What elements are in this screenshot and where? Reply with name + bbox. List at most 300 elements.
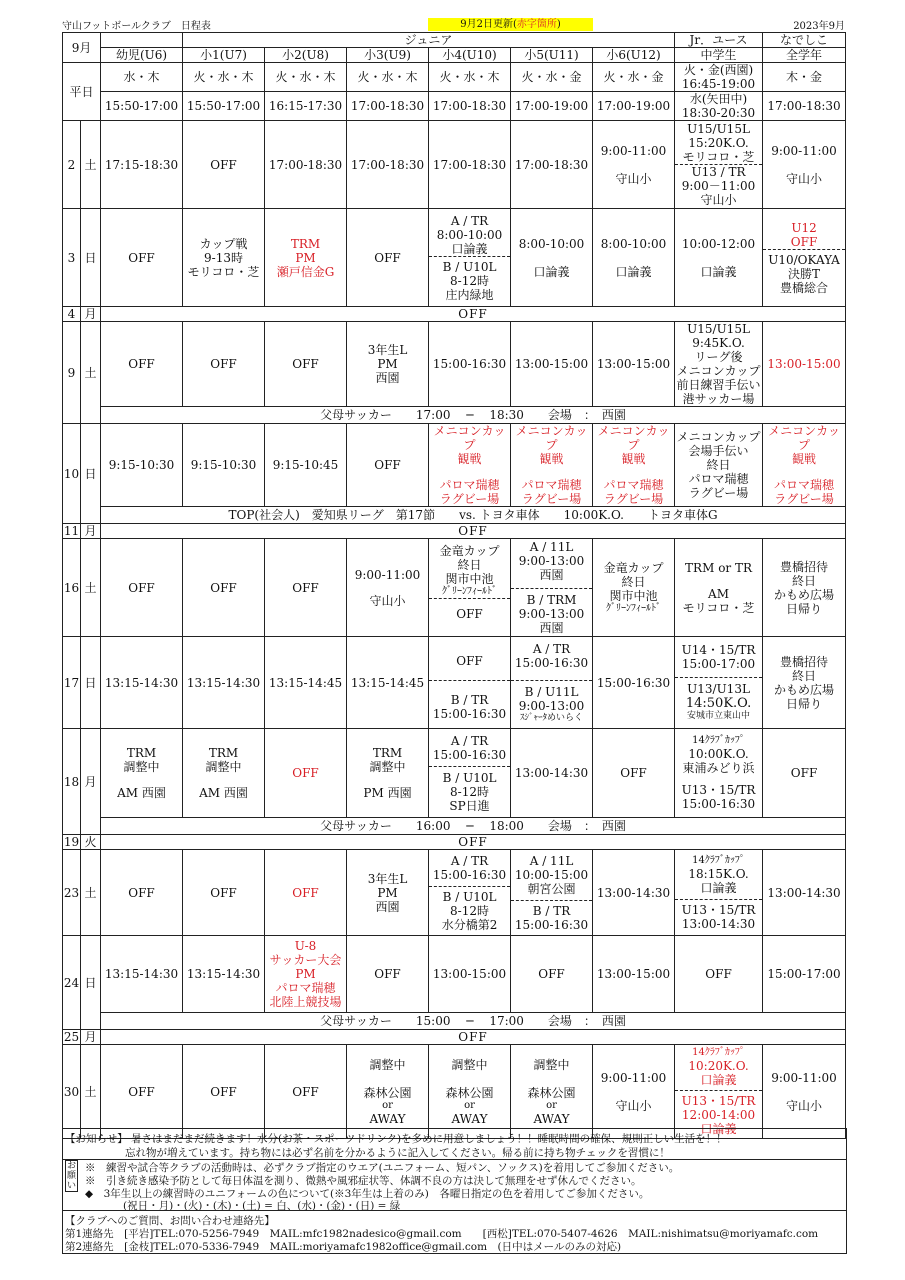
- parents-soccer-24: 父母サッカー 15:00 ─ 17:00 会場 ： 西園: [101, 1013, 846, 1030]
- cell-23-u9-1: 3年生L: [367, 871, 408, 886]
- dow-9: 土: [81, 322, 101, 424]
- off-11: OFF: [101, 524, 846, 539]
- col-u11: 小5(U11): [511, 48, 593, 63]
- notice-box: [62, 1128, 847, 1160]
- cell-23-jy-1: 14ｸﾗﾌﾞｶｯﾌﾟ: [692, 854, 745, 866]
- cell-10-nd-3: パロマ瑞穂: [774, 478, 835, 492]
- cell-10-u12-4: ラグビー場: [603, 492, 664, 506]
- cell-3-u12: [593, 209, 675, 307]
- cell-10-nd-4: ラグビー場: [774, 492, 834, 506]
- cell-18-u7-2: 調整中: [205, 760, 242, 774]
- dow-25: 月: [81, 1030, 101, 1045]
- date-18: 18: [63, 729, 81, 835]
- cell-3-u11-2: 口論義: [533, 264, 570, 279]
- cell-10-u6: 9:15-10:30: [101, 424, 183, 507]
- dow-4: 月: [81, 307, 101, 322]
- cell-23-u11-5: 15:00-16:30: [514, 917, 589, 932]
- weekday-label: 平日: [63, 63, 101, 121]
- date-16: 16: [63, 539, 81, 637]
- cell-10-u10-2: 観戦: [457, 452, 482, 466]
- cell-16-u12-2: 終日: [621, 574, 646, 589]
- date-9: 9: [63, 322, 81, 424]
- cell-10-u10-4: ラグビー場: [439, 492, 500, 506]
- year-month: 2023年9月: [793, 21, 845, 32]
- cell-10-u11-2: 観戦: [539, 452, 564, 466]
- col-u6: 幼児(U6): [101, 48, 183, 63]
- cell-18-u10-1: A / TR: [450, 733, 489, 748]
- cell-10-u11-3: パロマ瑞穂: [521, 478, 582, 492]
- contact-title: 【クラブへのご質問、お問い合わせ連絡先】: [65, 1215, 275, 1227]
- cell-3-nd-3: U10/OKAYA: [763, 249, 845, 267]
- cell-18-u7: [183, 729, 265, 818]
- cell-9-jy: [675, 322, 763, 407]
- cell-30-nd-1: 9:00-11:00: [771, 1070, 837, 1085]
- cell-18-jy-5: 15:00-16:30: [681, 797, 756, 811]
- cell-23-u10-5: 水分橋第2: [441, 917, 498, 932]
- cell-16-u10-3: 関市中池: [445, 572, 494, 586]
- cell-3-u9: OFF: [347, 209, 429, 307]
- date-30: 30: [63, 1045, 81, 1139]
- cell-18-jy-4: U13・15/TR: [681, 783, 756, 797]
- cell-9-jy-3: リーグ後: [694, 350, 743, 364]
- cell-3-u10-2: 8:00-10:00: [436, 227, 503, 242]
- cell-17-jy-1: U14・15/TR: [681, 643, 756, 657]
- request-line-1: ※ 練習や試合等クラブの活動時は、必ずクラブ指定のウエア(ユニフォーム、短パン、ソックス)を着用してご参加ください。: [85, 1162, 680, 1174]
- cell-30-u12: [593, 1045, 675, 1139]
- cell-23-jy-3: 口論義: [700, 880, 737, 895]
- col-u12: 小6(U12): [593, 48, 675, 63]
- cell-3-u7-3: モリコロ・芝: [187, 264, 260, 279]
- cell-18-u10-5: SP日進: [449, 798, 490, 813]
- cell-9-u9-3: 西園: [375, 371, 400, 385]
- cell-3-u7: [183, 209, 265, 307]
- cell-24-u8: [265, 936, 347, 1013]
- wd-jy: [675, 63, 763, 121]
- date-4: 4: [63, 307, 81, 322]
- cell-9-u6: OFF: [101, 322, 183, 407]
- date-25: 25: [63, 1030, 80, 1044]
- cell-23-u11-2: 10:00-15:00: [514, 867, 589, 882]
- dow-11: 月: [81, 524, 101, 539]
- cell-10-u12-1: メニコンカップ: [597, 424, 670, 452]
- cell-10-jy-4: パロマ瑞穂: [688, 472, 749, 486]
- cell-2-jy-5: 9:00－11:00: [681, 179, 756, 193]
- cell-23-u10-2: 15:00-16:30: [432, 867, 507, 882]
- cell-30-u10-2: 森林公園: [445, 1085, 494, 1100]
- col-u9: 小3(U9): [347, 48, 429, 63]
- cell-16-nd-2: 終日: [792, 573, 817, 588]
- cell-16-u9-1: 9:00-11:00: [354, 567, 421, 582]
- cell-2-jy-4: U13 / TR: [675, 164, 762, 179]
- dow-17: 日: [81, 637, 101, 729]
- wd-u8: 火・水・木: [265, 63, 347, 92]
- cell-16-u9-2: 守山小: [369, 593, 406, 608]
- cell-2-jy-3: モリコロ・芝: [682, 150, 755, 164]
- cell-16-u8: OFF: [265, 539, 347, 637]
- cell-23-u9-2: PM: [377, 885, 398, 900]
- cell-10-u11-4: ラグビー場: [521, 492, 582, 506]
- parents-soccer-9: 父母サッカー 17:00 ─ 18:30 会場 ： 西園: [101, 407, 846, 424]
- cell-16-u11-6: 西園: [539, 621, 564, 635]
- cell-23-u11-4: B / TR: [511, 900, 592, 918]
- cell-17-jy-3: U13/U13L: [675, 677, 762, 696]
- wd-nd: 木・金: [763, 63, 846, 92]
- cell-18-u10-2: 15:00-16:30: [432, 747, 507, 762]
- cell-2-u6: 17:15-18:30: [101, 121, 183, 209]
- cell-17-u6: 13:15-14:30: [101, 637, 183, 729]
- cell-9-u10: 15:00-16:30: [429, 322, 511, 407]
- cell-30-u11-4: AWAY: [533, 1111, 570, 1126]
- cell-30-jy-5: 12:00-14:00: [681, 1108, 756, 1122]
- cell-18-nd: OFF: [763, 729, 846, 818]
- wd-u12: 火・水・金: [593, 63, 675, 92]
- cell-30-u8: OFF: [265, 1045, 347, 1139]
- cell-2-jy: [675, 121, 763, 209]
- cell-24-u9: OFF: [347, 936, 429, 1013]
- wt-u8: 16:15-17:30: [265, 92, 347, 121]
- jy-time2: 18:30-20:30: [681, 106, 756, 120]
- cell-30-jy-1: 14ｸﾗﾌﾞｶｯﾌﾟ: [692, 1047, 745, 1058]
- cell-23-u6: OFF: [101, 850, 183, 936]
- wd-u9: 火・水・木: [347, 63, 429, 92]
- cell-16-u11-4: B / TRM: [511, 588, 592, 607]
- jy-time1: 16:45-19:00: [681, 77, 756, 91]
- schedule-table: [62, 32, 846, 1139]
- cell-17-jy-2: 15:00-17:00: [681, 657, 756, 671]
- cell-30-u12-2: 守山小: [615, 1098, 652, 1113]
- cell-23-u10-1: A / TR: [450, 853, 489, 868]
- wt-u11: 17:00-19:00: [511, 92, 593, 121]
- contact-line-1: 第1連絡先 [平岩]TEL:070-5256-7949 MAIL:mfc1982nadesico@gmail.com [西松]TEL:070-5407-4626 MAIL:nishimatsu@moriyamafc.com: [65, 1228, 819, 1240]
- request-box: [62, 1158, 847, 1211]
- cell-16-u12-3: 関市中池: [609, 588, 658, 603]
- cell-30-u9-1: 調整中: [369, 1057, 406, 1072]
- cell-17-u11-1: A / TR: [532, 641, 571, 656]
- cell-16-nd-1: 豊橋招待: [780, 559, 829, 574]
- cell-18-u9-2: 調整中: [369, 760, 406, 774]
- cell-17-u8: 13:15-14:45: [265, 637, 347, 729]
- junior-label: ジュニア: [183, 33, 675, 48]
- cell-17-u10-1: OFF: [456, 654, 483, 668]
- cell-23-nd: 13:00-14:30: [763, 850, 846, 936]
- cell-17-nd-2: 終日: [792, 668, 817, 683]
- cell-17-nd-4: 日帰り: [786, 696, 823, 711]
- wt-nd: 17:00-18:30: [763, 92, 846, 121]
- cell-23-u8: OFF: [265, 850, 347, 936]
- cell-10-u10-3: パロマ瑞穂: [439, 478, 500, 492]
- cell-10-u9: OFF: [347, 424, 429, 507]
- jy-day2: 水(矢田中): [675, 91, 762, 106]
- cell-16-u11-2: 9:00-13:00: [518, 554, 585, 568]
- cell-2-nd-place: 守山小: [786, 171, 823, 186]
- update-suffix: ): [556, 19, 561, 30]
- cell-30-jy-4: U13・15/TR: [675, 1090, 762, 1108]
- cell-17-u10: [429, 637, 511, 729]
- dow-23: 土: [81, 850, 101, 936]
- cell-9-u12: 13:00-15:00: [593, 322, 675, 407]
- dow-3: 日: [81, 209, 101, 307]
- cell-30-u11-1: 調整中: [533, 1057, 570, 1072]
- update-prefix: 9月2日更新(: [460, 19, 517, 30]
- cell-2-nd: [763, 121, 846, 209]
- cell-18-jy-1: 14ｸﾗﾌﾞｶｯﾌﾟ: [692, 735, 745, 746]
- cell-17-u10-2: B / TR: [429, 680, 510, 707]
- cell-16-u10-4: ｸﾞﾘｰﾝﾌｨｰﾙﾄﾞ: [442, 586, 498, 597]
- cell-16-u12-1: 金竜カップ: [603, 560, 664, 575]
- cell-2-u7: OFF: [183, 121, 265, 209]
- contact-box: [62, 1210, 847, 1254]
- cell-30-u12-1: 9:00-11:00: [600, 1070, 667, 1085]
- cell-23-jy: [675, 850, 763, 936]
- cell-2-u12-time: 9:00-11:00: [600, 143, 667, 158]
- col-u8: 小2(U8): [265, 48, 347, 63]
- cell-18-u6-3: AM 西園: [117, 786, 166, 800]
- top-league-10: TOP(社会人) 愛知県リーグ 第17節 vs. トヨタ車体 10:00K.O. トヨタ車体G: [101, 507, 846, 524]
- cell-18-u8: OFF: [265, 729, 347, 818]
- cell-17-u11: [511, 637, 593, 729]
- cell-24-u7: 13:15-14:30: [183, 936, 265, 1013]
- cell-17-u11-2: 15:00-16:30: [514, 655, 589, 670]
- dow-18: 月: [81, 729, 101, 835]
- cell-10-jy-1: メニコンカップ: [676, 430, 761, 444]
- cell-10-u7: 9:15-10:30: [183, 424, 265, 507]
- cell-23-jy-4: U13・15/TR: [675, 899, 762, 917]
- cell-3-u11-1: 8:00-10:00: [518, 236, 585, 251]
- cell-16-u10-5: OFF: [429, 598, 510, 631]
- cell-16-u11-1: A / 11L: [529, 540, 574, 554]
- cell-18-u6-1: TRM: [126, 746, 157, 760]
- cell-3-jy: [675, 209, 763, 307]
- cell-24-u8-3: PM: [295, 967, 316, 981]
- cell-10-u12: [593, 424, 675, 507]
- request-line-3: ◆ 3年生以上の練習時のユニフォームの色について(※3年生は上着のみ) 各曜日指定の色を着用してご参加ください。: [85, 1188, 650, 1200]
- cell-17-nd: [763, 637, 846, 729]
- cell-23-u10-4: 8-12時: [450, 903, 489, 918]
- cell-2-u12: [593, 121, 675, 209]
- cell-30-jy-3: 口論義: [700, 1073, 737, 1087]
- wt-u9: 17:00-18:30: [347, 92, 429, 121]
- cell-24-nd: 15:00-17:00: [763, 936, 846, 1013]
- cell-30-u7: OFF: [183, 1045, 265, 1139]
- cell-17-u12: 15:00-16:30: [593, 637, 675, 729]
- cell-16-u11: [511, 539, 593, 637]
- cell-23-u12: 13:00-14:30: [593, 850, 675, 936]
- cell-16-u12-4: ｸﾞﾘｰﾝﾌｨｰﾙﾄﾞ: [606, 602, 662, 614]
- cell-23-u9-3: 西園: [375, 899, 400, 914]
- date-11: 11: [63, 524, 80, 538]
- off-4: OFF: [101, 307, 846, 322]
- date-23: 23: [63, 850, 81, 936]
- cell-24-u8-4: パロマ瑞穂: [275, 981, 336, 995]
- cell-18-u10: [429, 729, 511, 818]
- cell-3-u10-5: 8-12時: [450, 273, 489, 288]
- update-note: [428, 18, 593, 31]
- cell-9-jy-6: 港サッカー場: [682, 392, 755, 406]
- jr-youth-label: Jr．ユース: [675, 33, 763, 48]
- date-24: 24: [63, 936, 81, 1030]
- cell-3-u7-1: カップ戦: [199, 236, 248, 251]
- cell-3-u12-2: 口論義: [615, 264, 652, 279]
- request-line-4: (祝日・月)・(火)・(木)・(土) = 白、(水)・(金)・(日) = 緑: [123, 1200, 401, 1212]
- cell-3-u8-2: PM: [295, 250, 316, 265]
- cell-10-u12-2: 観戦: [621, 452, 646, 466]
- cell-2-u10: 17:00-18:30: [429, 121, 511, 209]
- cell-17-nd-3: かもめ広場: [774, 682, 835, 697]
- cell-17-u10-3: 15:00-16:30: [432, 707, 507, 721]
- cell-30-u9-4: AWAY: [369, 1111, 406, 1126]
- cell-16-u11-3: 西園: [539, 568, 564, 582]
- cell-23-u7: OFF: [183, 850, 265, 936]
- cell-2-jy-6: 守山小: [700, 193, 737, 207]
- cell-18-u11: 13:00-14:30: [511, 729, 593, 818]
- cell-30-jy: [675, 1045, 763, 1139]
- cell-3-jy-2: 口論義: [700, 264, 737, 279]
- cell-2-jy-1: U15/U15L: [687, 122, 750, 136]
- cell-30-u11-3: or: [546, 1099, 557, 1111]
- date-3: 3: [63, 209, 81, 307]
- cell-30-u11: [511, 1045, 593, 1139]
- cell-16-nd-3: かもめ広場: [774, 587, 835, 602]
- cell-16-u6: OFF: [101, 539, 183, 637]
- cell-18-u6-2: 調整中: [123, 760, 160, 774]
- cell-3-nd-5: 豊橋総合: [780, 280, 829, 295]
- cell-3-nd-1: U12: [791, 220, 817, 235]
- notice-line-1: 【お知らせ】 暑さはまだまだ続きます！水分(お茶・スポーツドリンク)を多めに用意しましょう！！睡眠時間の確保、規則正しい生活を！！: [65, 1133, 727, 1145]
- cell-17-nd-1: 豊橋招待: [780, 654, 829, 669]
- cell-24-u12: 13:00-15:00: [593, 936, 675, 1013]
- cell-30-nd: [763, 1045, 846, 1139]
- cell-2-jy-2: 15:20K.O.: [688, 136, 749, 150]
- cell-10-jy: [675, 424, 763, 507]
- cell-2-u9: 17:00-18:30: [347, 121, 429, 209]
- month-cell: 9月: [63, 33, 101, 63]
- cell-23-jy-2: 18:15K.O.: [688, 866, 749, 881]
- cell-17-u11-3: B / U11L: [511, 680, 592, 699]
- cell-3-u8-1: TRM: [290, 236, 321, 251]
- contact-line-2: 第2連絡先 [金枝]TEL:070-5336-7949 MAIL:moriyamafc1982office@gmail.com (日中はメールのみの対応): [65, 1241, 622, 1253]
- cell-30-u10-3: or: [464, 1099, 475, 1111]
- cell-23-u10-3: B / U10L: [429, 886, 510, 904]
- cell-18-u10-3: B / U10L: [429, 766, 510, 785]
- cell-16-u10-2: 終日: [457, 558, 482, 572]
- cell-3-u10-6: 庄内緑地: [445, 287, 494, 302]
- cell-2-u8: 17:00-18:30: [265, 121, 347, 209]
- cell-30-u10-4: AWAY: [451, 1111, 488, 1126]
- cell-10-nd-2: 観戦: [792, 452, 817, 466]
- off-25: OFF: [101, 1030, 846, 1045]
- cell-30-u11-2: 森林公園: [527, 1085, 576, 1100]
- cell-10-nd: [763, 424, 846, 507]
- cell-10-u11-1: メニコンカップ: [515, 424, 588, 452]
- cell-16-jy: [675, 539, 763, 637]
- cell-16-u7: OFF: [183, 539, 265, 637]
- cell-16-nd: [763, 539, 846, 637]
- cell-30-u10: [429, 1045, 511, 1139]
- club-title: 守山フットボールクラブ 日程表: [62, 21, 211, 32]
- cell-3-nd: [763, 209, 846, 307]
- cell-17-jy: [675, 637, 763, 729]
- wt-u7: 15:50-17:00: [183, 92, 265, 121]
- cell-18-jy-3: 東浦みどり浜: [682, 761, 755, 775]
- cell-17-u9: 13:15-14:45: [347, 637, 429, 729]
- cell-10-nd-1: メニコンカップ: [768, 424, 840, 452]
- cell-16-jy-1: TRM or TR: [685, 560, 753, 575]
- cell-30-jy-2: 10:20K.O.: [688, 1059, 749, 1073]
- cell-23-u11-1: A / 11L: [529, 853, 574, 868]
- date-19: 19: [63, 835, 80, 849]
- cell-17-jy-5: 安城市立東山中: [687, 711, 751, 721]
- wd-u6: 水・木: [101, 63, 183, 92]
- cell-23-u9: [347, 850, 429, 936]
- cell-2-u11: 17:00-18:30: [511, 121, 593, 209]
- dow-16: 土: [81, 539, 101, 637]
- cell-10-jy-3: 終日: [706, 458, 731, 472]
- cell-30-u9: [347, 1045, 429, 1139]
- request-tab: お願い: [66, 1161, 76, 1191]
- cell-16-u10: [429, 539, 511, 637]
- nadeshiko-label: なでしこ: [763, 33, 846, 48]
- cell-3-u10-4: B / U10L: [429, 256, 510, 274]
- dow-2: 土: [81, 121, 101, 209]
- date-2: 2: [63, 121, 81, 209]
- cell-18-u9-3: PM 西園: [363, 786, 412, 800]
- cell-10-u8: 9:15-10:45: [265, 424, 347, 507]
- cell-3-u10: [429, 209, 511, 307]
- off-19: OFF: [101, 835, 846, 850]
- cell-18-u9-1: TRM: [372, 746, 403, 760]
- col-jy: 中学生: [675, 48, 763, 63]
- dow-10: 日: [81, 424, 101, 524]
- cell-3-u7-2: 9-13時: [204, 250, 243, 265]
- cell-10-jy-5: ラグビー場: [688, 486, 749, 500]
- cell-16-jy-2: AM: [708, 586, 729, 601]
- cell-24-u11: OFF: [511, 936, 593, 1013]
- cell-3-u10-3: 口論義: [451, 241, 488, 256]
- cell-17-u11-4: 9:00-13:00: [518, 698, 585, 713]
- cell-3-nd-2: OFF: [790, 234, 818, 249]
- cell-24-u10: 13:00-15:00: [429, 936, 511, 1013]
- notice-line-2: 忘れ物が増えています。持ち物には必ず名前を分かるように記入してください。帰る前に持ち物チェックを習慣に！: [125, 1147, 670, 1159]
- cell-16-u11-5: 9:00-13:00: [518, 607, 585, 621]
- date-10: 10: [63, 424, 81, 524]
- cell-24-u8-5: 北陸上競技場: [269, 995, 342, 1009]
- wt-u12: 17:00-19:00: [593, 92, 675, 121]
- col-u7: 小1(U7): [183, 48, 265, 63]
- cell-30-u6: OFF: [101, 1045, 183, 1139]
- cell-9-u9-1: 3年生L: [367, 343, 408, 357]
- date-17: 17: [63, 637, 81, 729]
- cell-23-jy-5: 13:00-14:30: [681, 916, 756, 931]
- cell-17-u11-5: ｽｼﾞｬｰﾀめいらく: [520, 712, 584, 723]
- jy-days: 火・金(西園): [683, 63, 754, 77]
- cell-2-u12-place: 守山小: [615, 171, 652, 186]
- cell-18-u7-1: TRM: [208, 746, 239, 760]
- cell-3-u6: OFF: [101, 209, 183, 307]
- cell-24-jy: OFF: [675, 936, 763, 1013]
- cell-18-u10-4: 8-12時: [450, 784, 489, 799]
- cell-18-u6: [101, 729, 183, 818]
- wd-u11: 火・水・金: [511, 63, 593, 92]
- cell-18-u7-3: AM 西園: [199, 786, 248, 800]
- cell-9-u9-2: PM: [377, 357, 398, 371]
- cell-30-jy-6: 口論義: [700, 1122, 737, 1136]
- cell-24-u8-2: サッカー大会: [269, 953, 342, 967]
- cell-30-nd-2: 守山小: [786, 1098, 823, 1113]
- cell-2-nd-time: 9:00-11:00: [771, 143, 837, 158]
- parents-soccer-18: 父母サッカー 16:00 ─ 18:00 会場 ： 西園: [101, 818, 846, 835]
- cell-9-jy-2: 9:45K.O.: [692, 336, 745, 350]
- dow-19: 火: [81, 835, 101, 850]
